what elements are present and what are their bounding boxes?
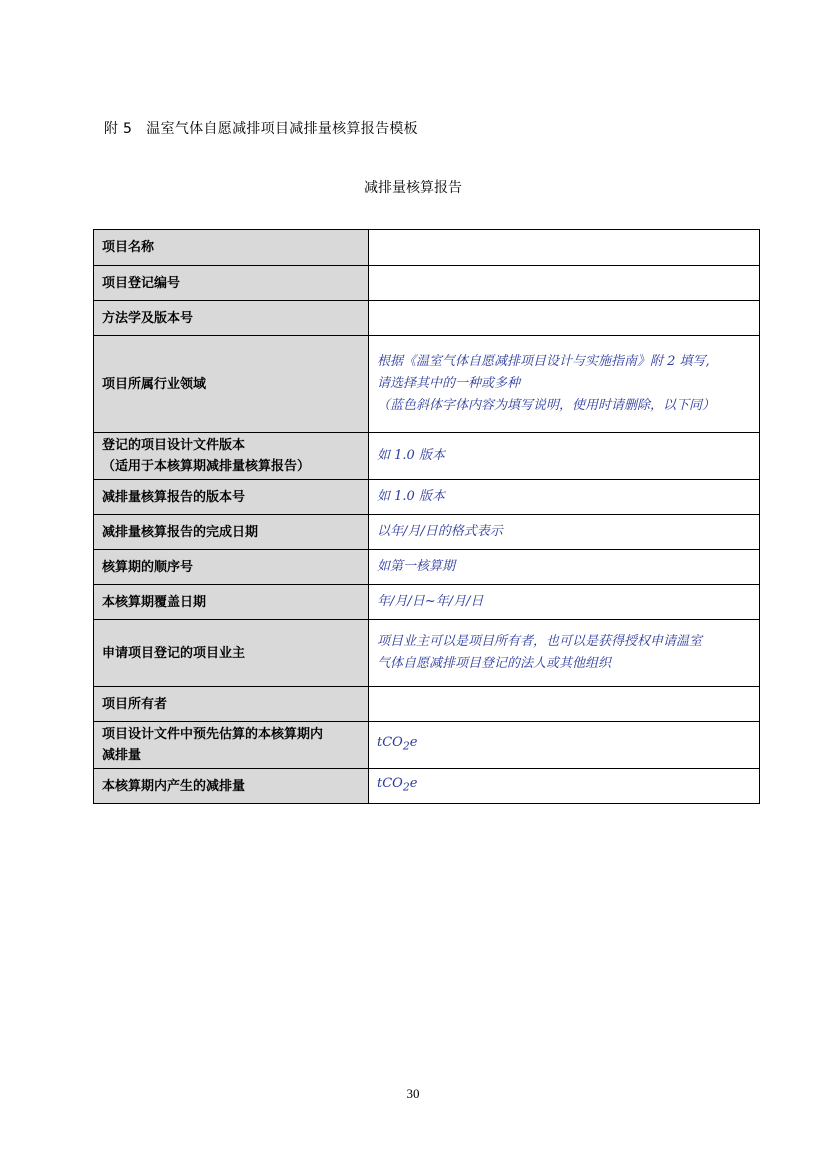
table-row [94,585,760,620]
value-line: 根据《温室气体自愿减排项目设计与实施指南》附 2 填写, [377,354,710,369]
table-row [94,433,760,480]
appendix-number: 附 5 [104,121,133,137]
row-value-unit [369,722,760,769]
row-label: 项目名称 [94,230,369,266]
row-label: 减排量核算报告的版本号 [94,480,369,515]
unit-text: tCO [377,735,403,751]
table-row [94,515,760,550]
row-value [369,336,760,433]
row-value: 如 1.0 版本 [369,480,760,515]
appendix-title: 温室气体自愿减排项目减排量核算报告模板 [146,121,418,137]
row-label: 项目所有者 [94,687,369,722]
row-value [369,620,760,687]
table-row [94,620,760,687]
value-line: 请选择其中的一种或多种 [377,376,521,391]
unit-subscript: 2 [402,780,410,794]
label-line: 减排量 [102,748,142,763]
row-value: 年/月/日~年/月/日 [369,585,760,620]
unit-text: e [409,735,418,751]
row-value: 以年/月/日的格式表示 [369,515,760,550]
table-row [94,769,760,804]
row-label: 本核算期内产生的减排量 [94,769,369,804]
table-row [94,301,760,336]
table-row [94,687,760,722]
row-label: 方法学及版本号 [94,301,369,336]
row-label [94,722,369,769]
report-table [93,229,760,804]
table-row [94,480,760,515]
table-row [94,550,760,585]
value-line: 项目业主可以是项目所有者，也可以是获得授权申请温室 [377,634,703,649]
row-value: 如 1.0 版本 [369,433,760,480]
value-line: 气体自愿减排项目登记的法人或其他组织 [377,656,612,671]
row-label: 项目所属行业领域 [94,336,369,433]
row-label: 核算期的顺序号 [94,550,369,585]
appendix-heading [104,118,418,138]
row-label [94,433,369,480]
label-line: 登记的项目设计文件版本 [102,438,246,453]
row-value [369,301,760,336]
table-row [94,722,760,769]
unit-subscript: 2 [402,739,410,753]
label-line: 项目设计文件中预先估算的本核算期内 [102,727,324,742]
label-line: （适用于本核算期减排量核算报告） [102,459,311,474]
row-value [369,230,760,266]
row-label: 本核算期覆盖日期 [94,585,369,620]
unit-text: tCO [377,776,403,792]
row-label: 减排量核算报告的完成日期 [94,515,369,550]
row-value: 如第一核算期 [369,550,760,585]
unit-text: e [409,776,418,792]
page-number: 30 [406,1086,420,1101]
value-line: （蓝色斜体字体内容为填写说明，使用时请删除，以下同） [377,398,716,413]
row-value-unit [369,769,760,804]
table-row [94,336,760,433]
report-title: 减排量核算报告 [364,180,462,196]
row-label: 项目登记编号 [94,266,369,301]
row-value [369,266,760,301]
row-label: 申请项目登记的项目业主 [94,620,369,687]
table-row [94,230,760,266]
row-value [369,687,760,722]
table-row [94,266,760,301]
